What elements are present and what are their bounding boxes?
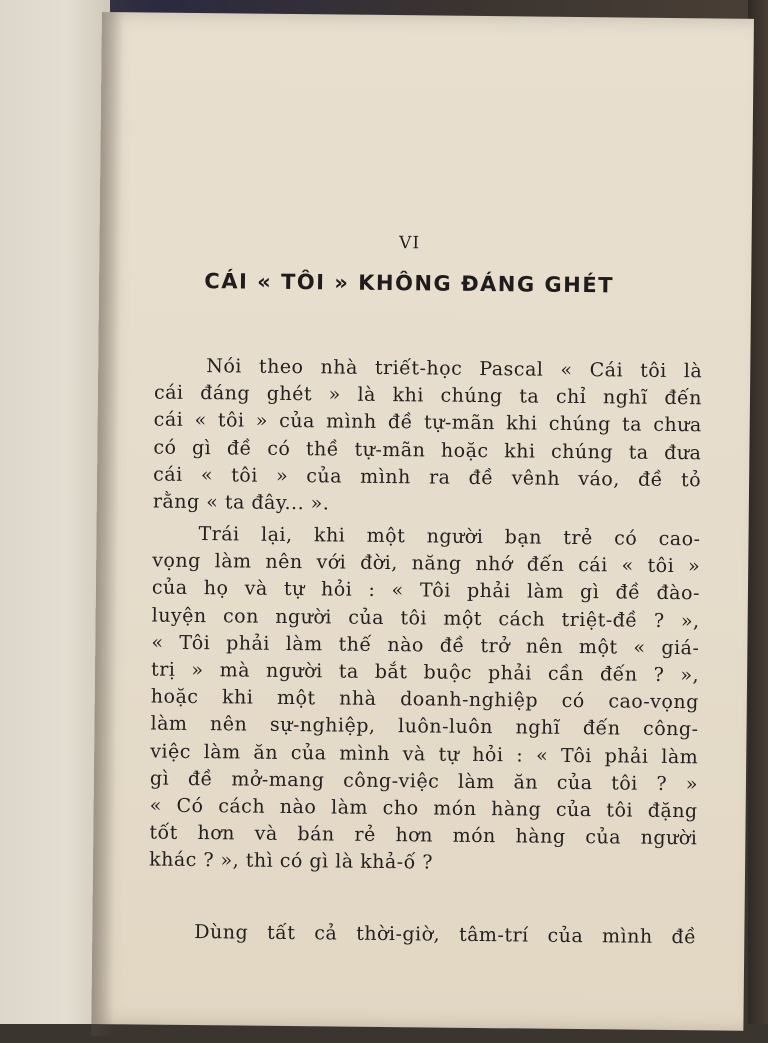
text-line: cái « tôi » của mình đề tự-mãn khi chúng ta chưa — [153, 408, 702, 437]
text-line: khác ? », thì có gì là khả-ố ? — [149, 848, 434, 874]
paragraph-3 — [148, 919, 696, 952]
chapter-number: VI — [398, 233, 421, 254]
text-line: của họ và tự hỏi : « Tôi phải làm gì đề đào- — [151, 576, 701, 605]
text-line: vọng làm nên với đời, năng nhớ đến cái « tôi » — [152, 549, 701, 578]
text-line: trị » mà người ta bắt buộc phải cần đến ? », — [151, 658, 700, 687]
book-page — [91, 12, 754, 1031]
chapter-title: CÁI « TÔI » KHÔNG ĐÁNG GHÉT — [204, 269, 615, 298]
paragraph-2 — [149, 521, 701, 880]
text-line: hoặc khi một nhà doanh-nghiệp có cao-vọng — [150, 685, 699, 714]
page-content — [91, 12, 754, 1031]
text-line: tốt hơn và bán rẻ hơn món hàng của người — [149, 821, 698, 850]
text-line: gì đề mở-mang công-việc làm ăn của tôi ? » — [149, 767, 699, 796]
text-line: rằng « ta đây... ». — [152, 490, 330, 515]
text-line: Nói theo nhà triết-học Pascal « Cái tôi là — [206, 355, 703, 383]
text-line: làm nên sự-nghiệp, luôn-luôn nghĩ đến công- — [150, 712, 699, 741]
text-line: có gì đề có thề tự-mãn hoặc khi chúng ta đưa — [153, 436, 702, 464]
text-line: việc làm ăn của mình và tự hỏi : « Tôi phải làm — [150, 740, 699, 768]
text-line: cái đáng ghét » là khi chúng ta chỉ nghĩ đến — [153, 381, 703, 410]
text-line: « Có cách nào làm cho món hàng của tôi đặng — [149, 794, 698, 823]
text-line: cái « tôi » của mình ra đề vênh váo, đề tỏ — [153, 463, 702, 492]
text-line: Trái lại, khi một người bạn trẻ có cao- — [198, 523, 701, 551]
text-line: « Tôi phải làm thế nào đề trở nên một « giá- — [151, 631, 700, 660]
paragraph-1 — [153, 353, 703, 522]
text-line: luyện con người của tôi một cách triệt-đề ? », — [151, 604, 700, 632]
text-line: Dùng tất cả thời-giờ, tâm-trí của mình đề — [194, 921, 697, 949]
